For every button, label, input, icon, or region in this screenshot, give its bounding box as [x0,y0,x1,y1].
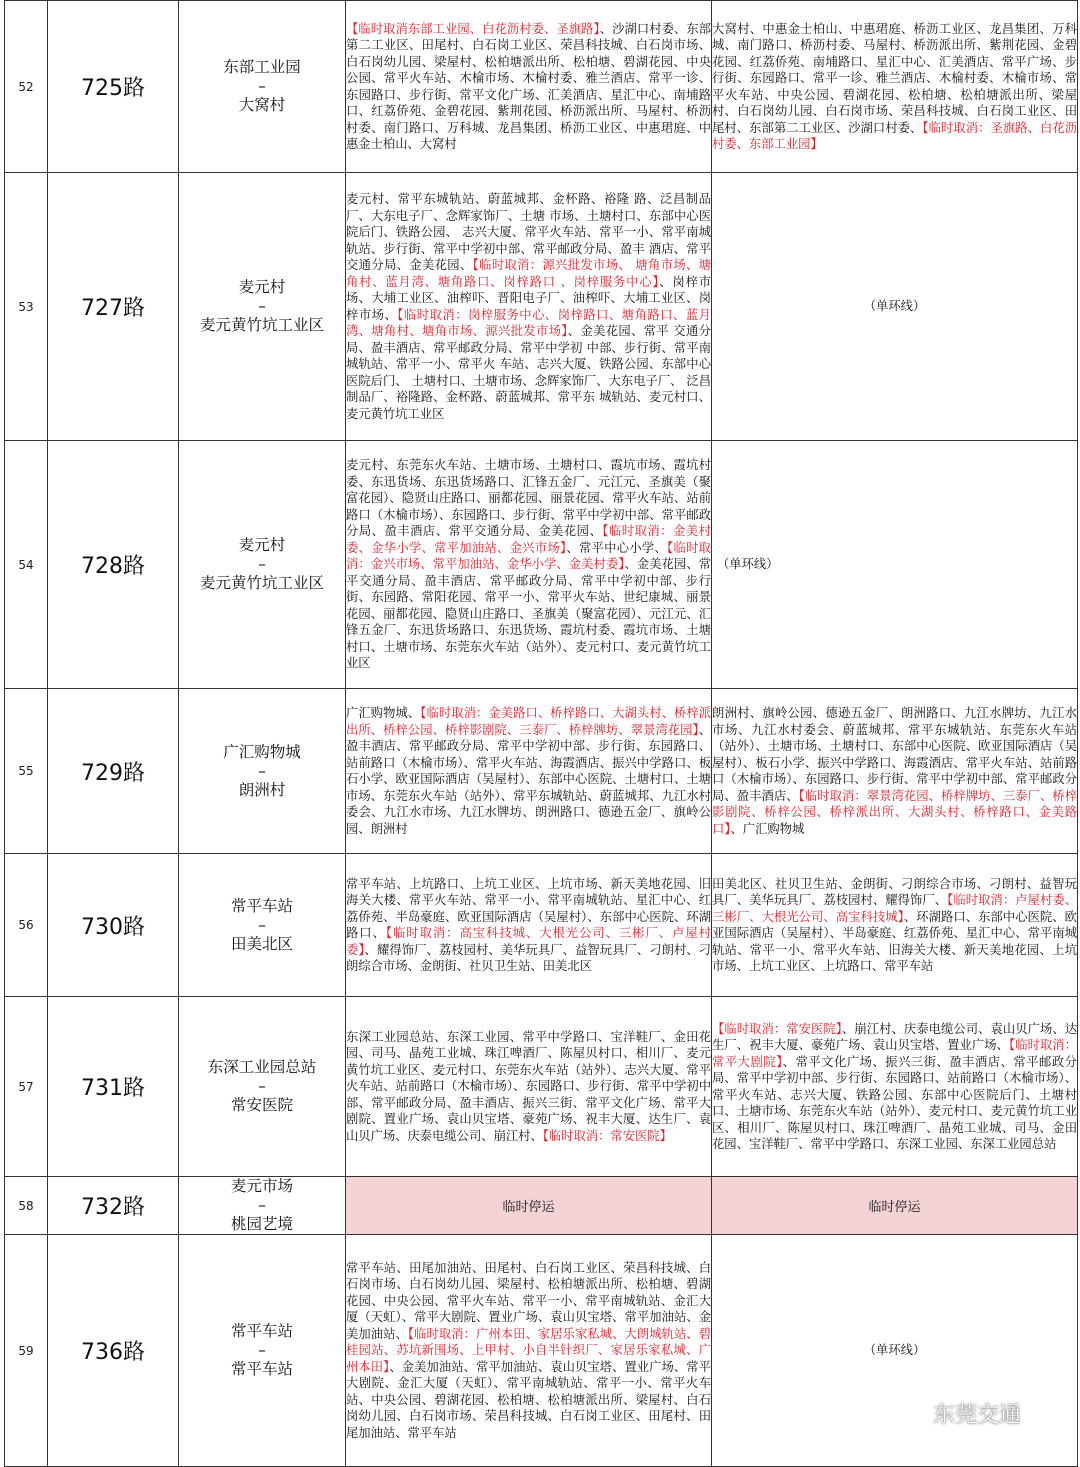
stop-list: 麦元村、东莞东火车站、土塘市场、土塘村口、霞坑市场、霞坑村委、东迅货场、东迅货场路口、汇锋五金厂、元江元、圣旗美（聚富花园）、隐贤山庄路口、丽都花园、丽景花园、常平火车站、站前路口（木棆市场）、东园路口、步行街、常平中学初中部、常平邮政分局、盈丰酒店、常平交通分局、金美花园、 [346,458,711,539]
upbound-stops [346,1235,712,1467]
route-number: 728路 [48,441,179,689]
terminal-start: 常平车站 [230,896,293,915]
terminal-start: 麦元村 [238,278,286,296]
stop-list: 朗洲村、旗岭公园、德逊五金厂、朗洲路口、九江水牌坊、九江水市场、九江水村委会、蔚蓝城邦、常平东城轨站、东莞东火车站（站外）、土塘市场、土塘村口、东部中心医院、欧亚国际酒店（吴屋村）、板石小学、振兴中学路口、海霞酒店、常平火车站、站前路口（木棆市场）、东园路口、步行街、常平中学初中部、常平邮政分局、盈丰酒店、 [712,706,1077,803]
terminal-start: 广汇购物城 [223,742,301,761]
terminal-end: 大窝村 [238,96,286,114]
cancelled-stops: 【临时取消：源兴批发市场、 塘角市场、塘角村、蓝月湾、塘角路口、岗梓路口 、岗梓服务中心】 [346,258,711,289]
stop-list: 、岗梓市场、大埔工业区、油榨吓、晋阳电子厂、油榨吓、大埔工业区、岗梓市场、 [346,274,711,322]
route-number: 729路 [48,689,179,854]
downbound-stops [712,173,1078,441]
upbound-stops [346,854,712,997]
upbound-stops [346,441,712,689]
cancelled-stops: 【临时取消：常安医院】 [542,1128,672,1143]
terminals [179,1235,346,1467]
row-index: 52 [5,1,48,173]
route-number: 736路 [48,1235,179,1467]
table-row [5,1177,1078,1235]
downbound-stops [712,1,1078,173]
terminals [179,441,346,689]
terminals [179,1,346,173]
terminal-dash: – [258,1341,266,1359]
stop-list: 、金美花园、常平 交通分局、盈丰酒店、常平邮政分局、常平中学初 中部、步行街、常平南城轨站、常平一小、常平火 车站、志兴大厦、铁路公园、东部中心医院后门、 土塘村口、土塘市场、念辉家饰厂、大东电子厂、 泛昌制品厂、裕隆路、金杯路、蔚蓝城邦、常平东 城轨站、麦元村口、麦元黄竹坑工业区 [346,324,711,421]
route-number: 725路 [48,1,179,173]
cancelled-stops: 【临时取消：常平大剧院】 [712,1038,1077,1069]
cancelled-stops: 【临时取消东部工业园、白花沥村委、圣旗路】 [346,21,600,36]
row-index: 55 [5,689,48,854]
terminal-end: 桃园艺境 [230,1215,293,1233]
stop-list: 大窝村、中惠金士柏山、中惠珺庭、桥沥工业区、龙昌集团、万科城、南门路口、桥沥村委、马屋村、桥沥派出所、紫荆花园、金碧花园、红荔侨苑、南埔路口、星汇中心、汇美酒店、常平广场、步行街、东园路口、常平一诊、雅兰酒店、木棆村委、木棆市场、常平火车站、中央公园、碧湖花园、松柏塘、松柏塘派出所、梁屋村、白石岗幼儿园、白石岗市场、荣昌科技城、白石岗工业区、田尾村、东部第二工业区、沙湖口村委、 [712,21,1077,135]
terminal-dash: – [258,915,266,934]
stop-list: 广汇购物城、 [346,706,421,720]
table-row [5,1,1078,173]
terminal-end: 麦元黄竹坑工业区 [199,574,324,592]
table-row [5,854,1078,997]
table-row [5,689,1078,854]
upbound-suspended: 临时停运 [346,1177,712,1235]
upbound-stops [346,997,712,1177]
stop-list: 、沙湖口村委、东部第二工业区、田尾村、白石岗工业区、荣昌科技城、白石岗市场、白石岗幼儿园、梁屋村、松柏塘派出所、松柏塘、碧湖花园、中央公园、常平火车站、木棆市场、木棆村委、雅兰酒店、常平一诊、东园路口、步行街、常平文化广场、汇美酒店、星汇中心、南埔路口、红荔侨苑、金碧花园、紫荆花园、桥沥派出所、马屋村、桥沥村委、南门路口、万科城、龙昌集团、桥沥工业区、中惠珺庭、中惠金士柏山、大窝村 [346,21,711,151]
terminal-dash: – [258,1077,266,1095]
cancelled-stops: 【临时取消：高宝科技城、大根光公司、三彬厂、卢屋村委】 [346,926,711,957]
watermark-text: 东莞交通 [933,1403,1022,1428]
table-row [5,1235,1078,1467]
stop-list: 、金美花园、常平交通分局、盈丰酒店、常平邮政分局、常平中学初中部、步行街、东园路、常阳花园、常平一小、常平火车站、世纪康城、丽景花园、丽都花园、隐贤山庄路口、圣旗美（聚富花园）、元江元、汇锋五金厂、东迅货场路口、东迅货场、霞坑村委、霞坑市场、土塘村口、土塘市场、东莞东火车站（站外）、麦元村口、麦元黄竹坑工业区 [346,557,711,671]
stop-list: 、崩江村、庆泰电缆公司、袁山贝广场、达生厂、祝丰大厦、豪苑广场、袁山贝宝塔、置业广场、 [712,1021,1077,1052]
cancelled-stops: 【临时取消：翠景湾花园、桥梓牌坊、三泰厂、桥梓影剧院、桥梓公园、桥梓派出所、大湖头村、桥梓路口、金美路口】 [712,788,1077,836]
stop-list: （单环线） [863,1343,926,1358]
watermark [893,1398,1021,1429]
downbound-suspended: 临时停运 [712,1177,1078,1235]
stop-list: 、金美加油站、常平加油站、袁山贝宝塔、置业广场、常平大剧院、金汇大厦（天虹）、常平南城轨站、常平一小、常平火车站、中央公园、碧湖花园、松柏塘、松柏塘派出所、梁屋村、白石岗幼儿园、白石岗市场、荣昌科技城、白石岗工业区、田尾村、田尾加油站、常平车站 [346,1359,711,1440]
route-table-body [5,1,1078,1467]
stop-list: 、常平文化广场、振兴三街、盈丰酒店、常平邮政分局、常平中学初中部、步行街、东园路口、站前路口（木棆市场）、常平火车站、志兴大厦、铁路公园、东部中心医院后门、土塘村口、土塘市场、东莞东火车站（站外）、麦元村口、麦元黄竹坑工业区、相川厂、陈屋贝村口、珠江啤酒厂、晶苑工业城、司马、金田花园、宝洋鞋厂、常平中学路口、东深工业园、东深工业园总站 [712,1054,1077,1151]
route-table [4,0,1078,1467]
stop-list: 常平车站、田尾加油站、田尾村、白石岗工业区、荣昌科技城、白石岗市场、白石岗幼儿园、梁屋村、松柏塘派出所、松柏塘、碧湖花园、中央公园、常平火车站、常平一小、常平南城轨站、金汇大厦（天虹）、常平大剧院、置业广场、袁山贝宝塔、常平加油站、金美加油站、 [346,1260,711,1341]
terminal-dash: – [258,1196,266,1214]
stop-list: 田美北区、社贝卫生站、金朗街、刁朗综合市场、刁朗村、益智玩具厂、美华玩具厂、荔枝园村、耀得饰厂、 [712,876,1077,907]
terminal-end: 麦元黄竹坑工业区 [199,316,324,334]
cancelled-stops: 【临时取消：金美路口、桥梓路口、大湖头村、桥梓派出所、桥梓公园、桥梓影剧院、三泰厂、桥梓牌坊、翠景湾花园】 [346,706,711,737]
route-number: 731路 [48,997,179,1177]
terminals [179,854,346,997]
terminal-dash: – [258,761,266,780]
stop-list: 常平车站、上坑路口、上坑工业区、上坑市场、新天美地花园、旧海关大楼、常平火车站、常平一小、常平南城轨站、星汇中心、红荔侨苑、半岛豪庭、欧亚国际酒店（吴屋村）、东部中心医院、环湖路口、 [346,876,711,940]
stop-list: 麦元村、常平东城轨站、蔚蓝城邦、金杯路、裕隆 路、泛昌制品厂、大东电子厂、念辉家饰厂、土塘 市场、土塘村口、东部中心医院后门、铁路公园、 志兴大厦、常平火车站、常平一小、常平南城轨站、步行街、常平中学初中部、常平邮政分局、盈丰 酒店、常平交通分局、金美花园、 [346,192,711,272]
downbound-stops [712,1235,1078,1467]
upbound-stops [346,689,712,854]
stop-list: 、常平中心小学、 [566,540,668,555]
row-index: 57 [5,997,48,1177]
terminal-end: 常平车站 [230,1360,293,1378]
terminals [179,689,346,854]
stop-list: （单环线） [863,299,926,314]
table-row [5,173,1078,441]
stop-list: 、盈丰酒店、常平邮政分局、常平中学初中部、步行街、东园路口、站前路口（木棆市场）、常平火车站、海霞酒店、振兴中学路口、板石小学、欧亚国际酒店（吴屋村）、东部中心医院、土塘村口、土塘市场、东莞东火车站（站外）、常平东城轨站、蔚蓝城邦、九江水村委会、九江水市场、九江水牌坊、朗洲路口、德逊五金厂、旗岭公园、朗洲村 [346,722,711,836]
stop-list: 、耀得饰厂、荔枝园村、美华玩具厂、益智玩具厂、刁朗村、刁朗综合市场、金朗街、社贝卫生站、田美北区 [346,942,711,973]
terminal-start: 东部工业园 [223,58,301,76]
row-index: 59 [5,1235,48,1467]
terminal-start: 东深工业园总站 [207,1058,317,1076]
row-index: 54 [5,441,48,689]
route-number: 727路 [48,173,179,441]
downbound-stops [712,689,1078,854]
table-row [5,441,1078,689]
table-row [5,997,1078,1177]
terminal-start: 麦元村 [238,536,286,554]
terminal-start: 麦元市场 [230,1177,293,1195]
cancelled-stops: 【临时取消：卢屋村委、三彬厂、大根光公司、高宝科技城】 [712,893,1077,924]
cancelled-stops: 【临时取消：广州本田、家居乐家私城、大朗城轨站、碧桂园站、苏坑新围场、上甲村、小自半针织厂、家居乐家私城、广州本田】 [346,1326,711,1374]
cancelled-stops: 【临时取消：岗梓服务中心、岗梓路口、塘角路口、蓝月湾、塘角村、塘角市场、源兴批发市场】 [346,307,711,338]
stop-list: 东深工业园总站、东深工业园、常平中学路口、宝洋鞋厂、金田花园、司马、晶苑工业城、珠江啤酒厂、陈屋贝村口、相川厂、麦元黄竹坑工业区、麦元村口、东莞东火车站（站外）、志兴大厦、常平火车站、站前路口（木棆市场）、东园路口、步行街、常平中学初中部、常平邮政分局、盈丰酒店、振兴三街、常平文化广场、常平大剧院、置业广场、袁山贝宝塔、豪苑广场、祝丰大厦、达生厂、袁山贝广场、庆泰电缆公司、崩江村、 [346,1029,711,1143]
terminal-end: 田美北区 [230,934,293,953]
route-number: 732路 [48,1177,179,1235]
upbound-stops [346,173,712,441]
terminals [179,1177,346,1235]
wechat-icon [893,1399,927,1429]
terminal-dash: – [258,555,266,573]
upbound-stops [346,1,712,173]
downbound-stops [712,997,1078,1177]
cancelled-stops: 【临时取消：圣旗路、白花沥村委、东部工业园】 [712,120,1077,151]
terminal-dash: – [258,77,266,95]
cancelled-stops: 【临时取消：常安医院】 [712,1021,842,1036]
downbound-stops [712,854,1078,997]
downbound-stops [712,441,1078,689]
stop-list: （单环线） [717,557,779,572]
terminal-dash: – [258,297,266,315]
stop-list: 、广汇购物城 [730,821,805,836]
terminals [179,997,346,1177]
cancelled-stops: 【临时取消：金美村委、金华小学、常平加油站、金兴市场】 [346,524,711,555]
stop-list: 、环湖路口、东部中心医院、欧亚国际酒店（吴屋村）、半岛豪庭、红荔侨苑、星汇中心、常平南城轨站、常平一小、常平火车站、旧海关大楼、新天美地花园、上坑市场、上坑工业区、上坑路口、常平车站 [712,909,1077,973]
terminal-end: 常安医院 [230,1096,293,1114]
terminal-end: 朗洲村 [238,780,286,799]
route-number: 730路 [48,854,179,997]
terminal-start: 常平车站 [230,1322,293,1340]
cancelled-stops: 【临时取消：金兴市场、常平加油站、金华小学、金美村委】 [346,540,711,572]
row-index: 58 [5,1177,48,1235]
terminals [179,173,346,441]
row-index: 53 [5,173,48,441]
row-index: 56 [5,854,48,997]
